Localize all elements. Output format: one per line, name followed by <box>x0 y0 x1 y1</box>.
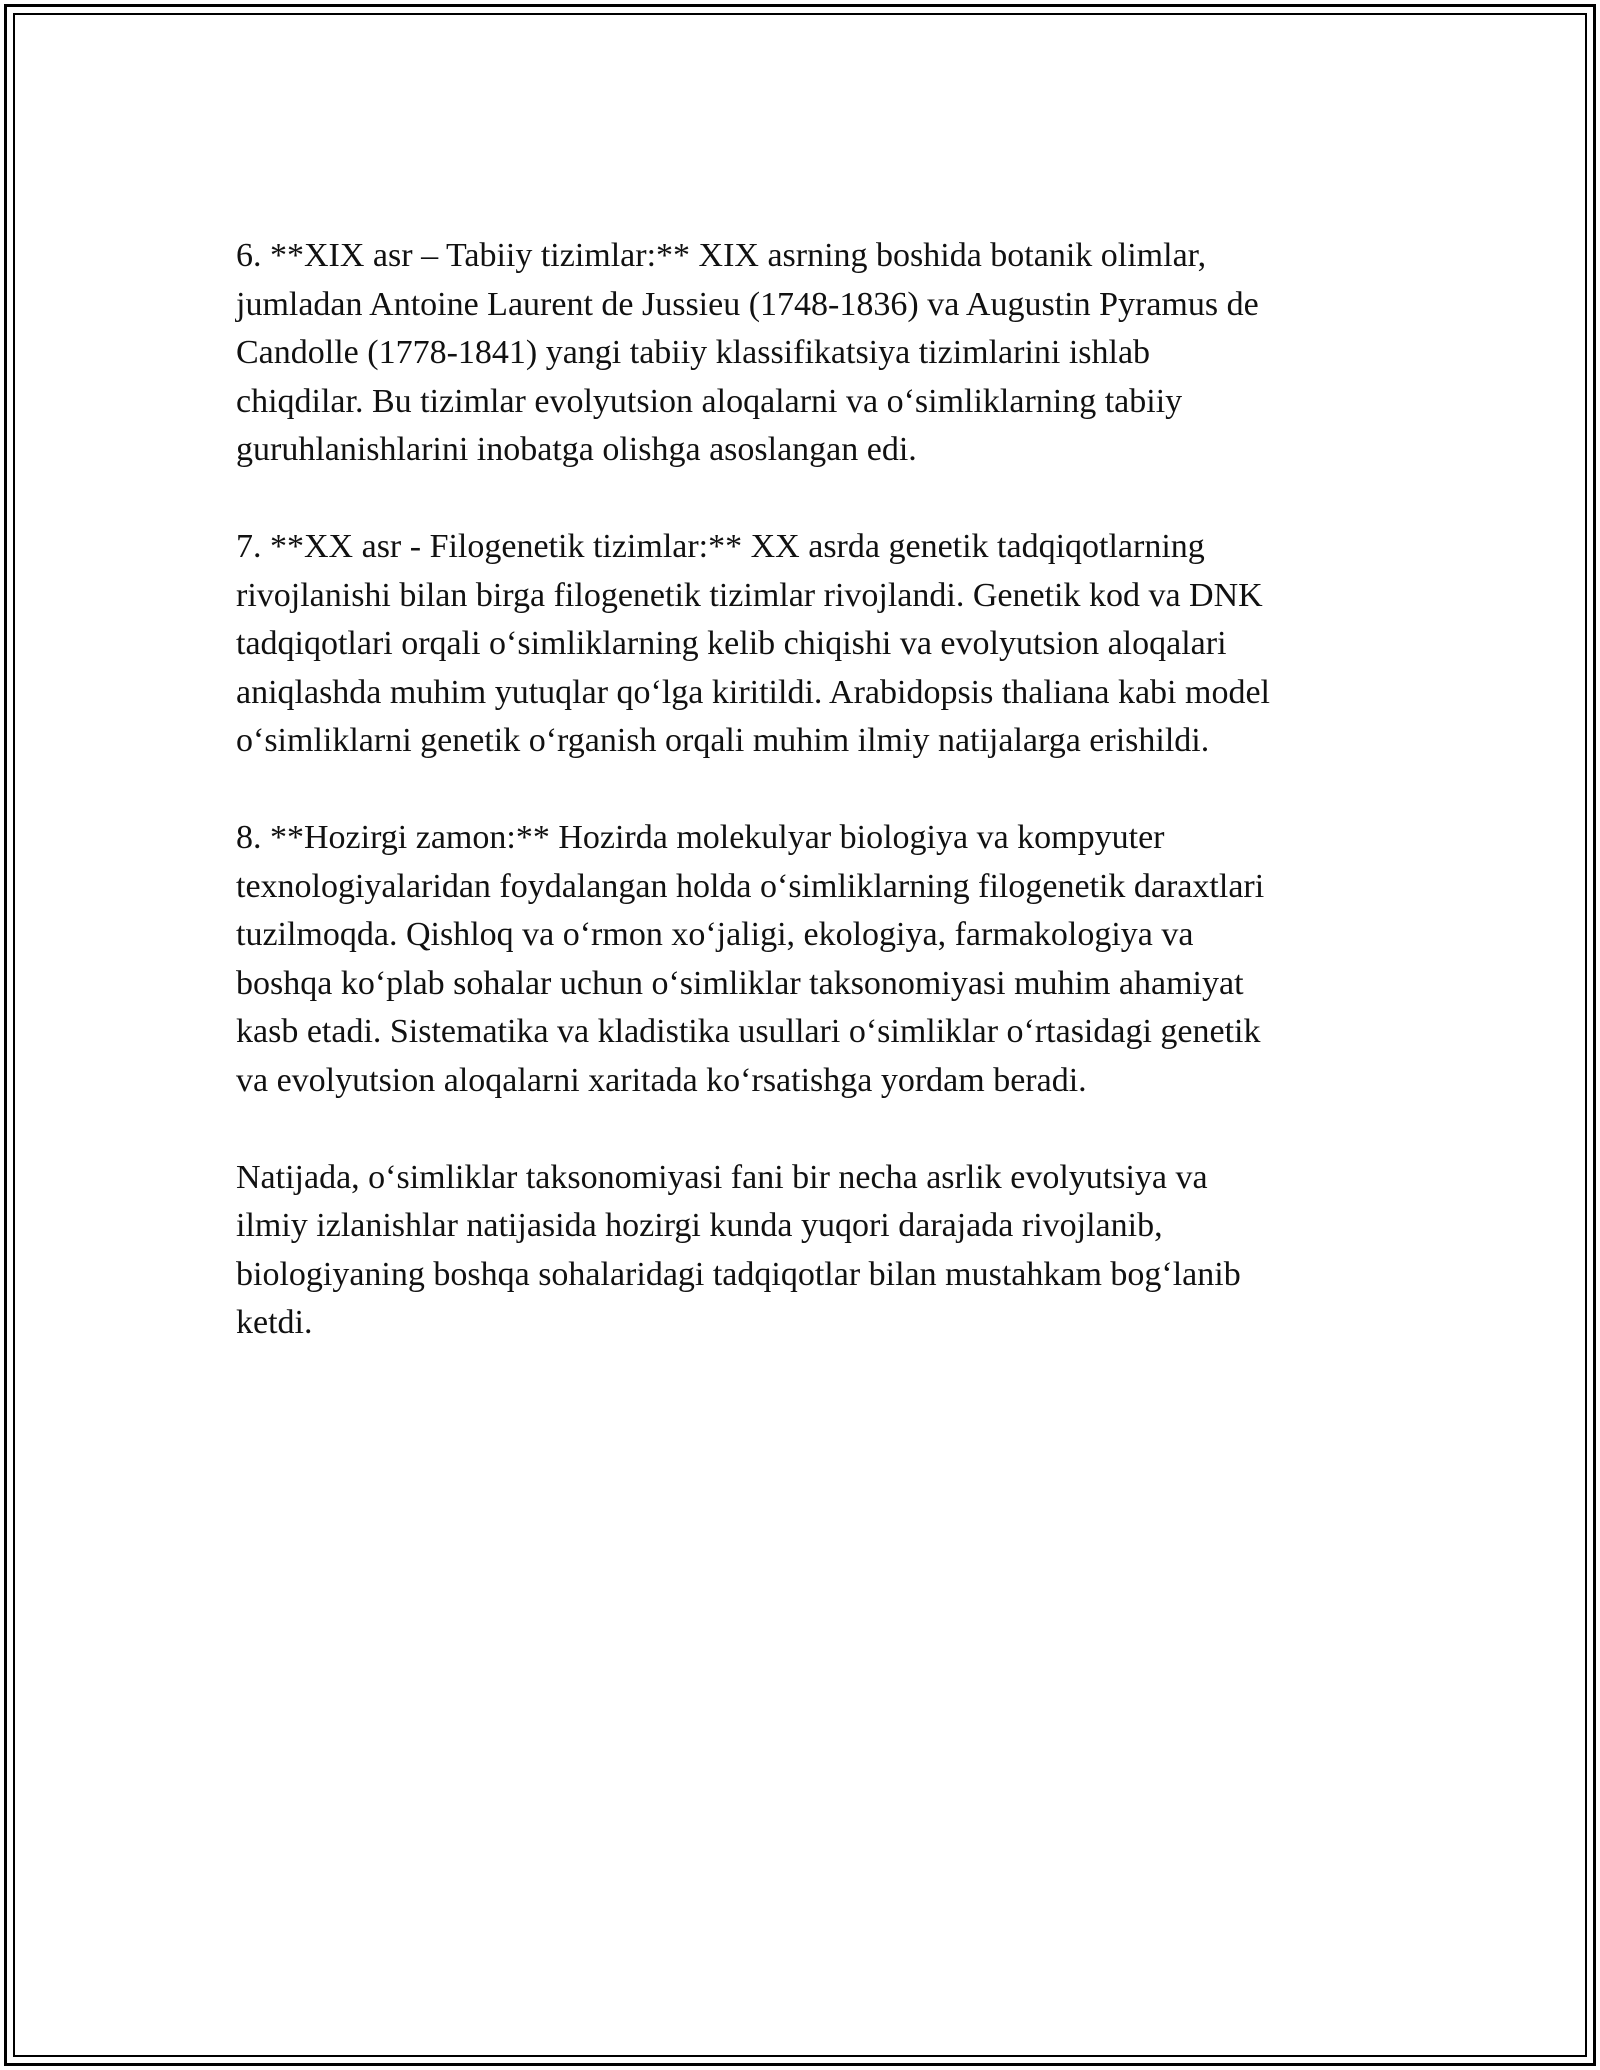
text-line: guruhlanishlarini inobatga olishga asoslangan edi. <box>236 431 917 468</box>
text-line: 7. **XX asr - Filogenetik tizimlar:** XX asrda genetik tadqiqotlarning <box>236 528 1205 565</box>
text-line: aniqlashda muhim yutuqlar qo‘lga kiritildi. Arabidopsis thaliana kabi model <box>236 673 1270 711</box>
text-line: 6. **XIX asr – Tabiiy tizimlar:** XIX asrning boshida botanik olimlar, <box>236 237 1207 274</box>
paragraph-xx-century <box>236 523 1376 766</box>
text-line: tadqiqotlari orqali o‘simliklarning kelib chiqishi va evolyutsion aloqalari <box>236 625 1227 662</box>
text-line: Natijada, o‘simliklar taksonomiyasi fani bir necha asrlik evolyutsiya va <box>236 1158 1208 1196</box>
text-line: tuzilmoqda. Qishloq va o‘rmon xo‘jaligi, ekologiya, farmakologiya va <box>236 916 1194 953</box>
text-line: va evolyutsion aloqalarni xaritada ko‘rsatishga yordam beradi. <box>236 1061 1087 1099</box>
text-line: ilmiy izlanishlar natijasida hozirgi kunda yuqori darajada rivojlanib, <box>236 1207 1163 1244</box>
text-line: boshqa ko‘plab sohalar uchun o‘simliklar taksonomiyasi muhim ahamiyat <box>236 964 1244 1002</box>
text-line: ketdi. <box>236 1304 313 1341</box>
text-line: chiqdilar. Bu tizimlar evolyutsion aloqalarni va o‘simliklarning tabiiy <box>236 382 1183 420</box>
text-line: o‘simliklarni genetik o‘rganish orqali muhim ilmiy natijalarga erishildi. <box>236 722 1210 759</box>
text-line: kasb etadi. Sistematika va kladistika usullari o‘simliklar o‘rtasidagi genetik <box>236 1013 1261 1050</box>
text-line: rivojlanishi bilan birga filogenetik tizimlar rivojlandi. Genetik kod va DNK <box>236 576 1263 614</box>
text-line: 8. **Hozirgi zamon:** Hozirda molekulyar biologiya va kompyuter <box>236 819 1165 856</box>
text-line: jumladan Antoine Laurent de Jussieu (1748-1836) va Augustin Pyramus de <box>236 285 1259 323</box>
paragraph-conclusion <box>236 1154 1376 1348</box>
text-line: texnologiyalaridan foydalangan holda o‘simliklarning filogenetik daraxtlari <box>236 867 1265 905</box>
paragraph-xix-century <box>236 232 1376 475</box>
paragraph-modern-era <box>236 814 1376 1105</box>
document-body <box>236 232 1376 1396</box>
text-line: Candolle (1778-1841) yangi tabiiy klassifikatsiya tizimlarini ishlab <box>236 334 1151 371</box>
text-line: biologiyaning boshqa sohalaridagi tadqiqotlar bilan mustahkam bog‘lanib <box>236 1255 1241 1293</box>
